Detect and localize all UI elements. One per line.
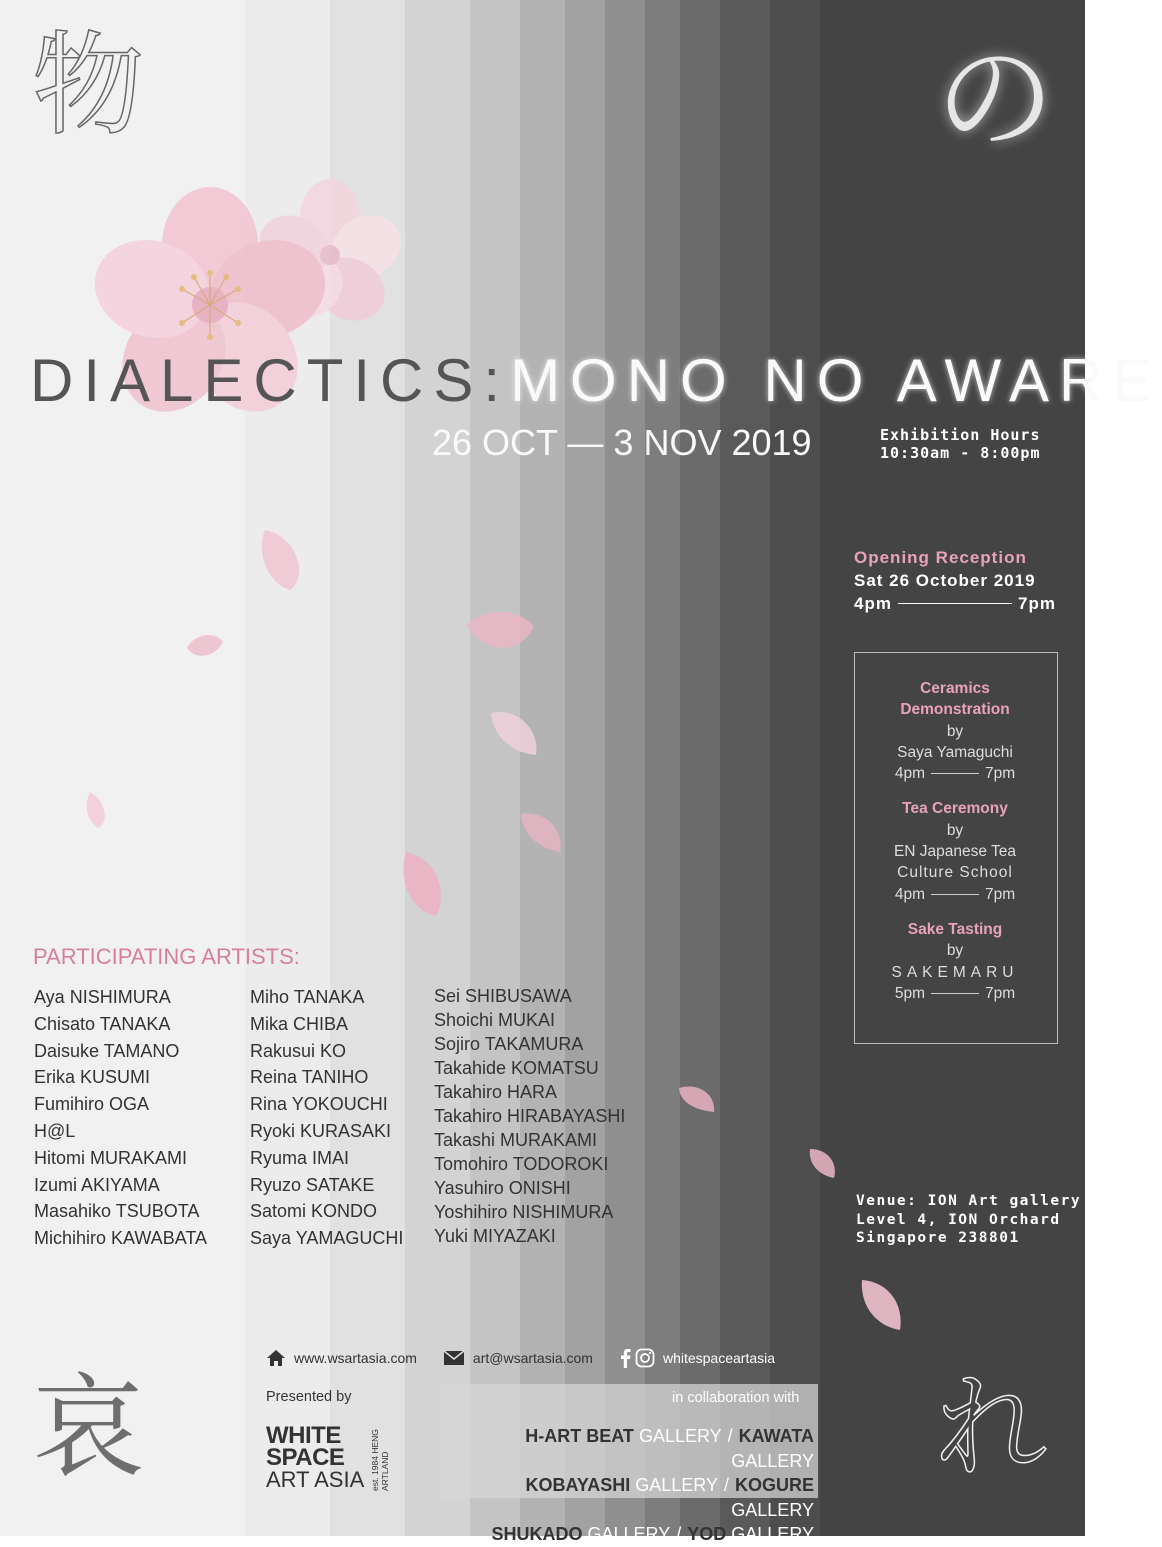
event-title: Ceramics (920, 680, 990, 697)
artist-name: Fumihiro OGA (34, 1094, 150, 1115)
artist-name: Daisuke TAMANO (34, 1040, 180, 1061)
petal-icon (488, 705, 543, 760)
logo-side-text: est. 1984 HENG ARTLAND (370, 1429, 390, 1491)
artist-name: Miho TANAKA (250, 987, 365, 1007)
petal-icon (462, 605, 537, 660)
event-time (854, 983, 1056, 1004)
gallery-separator: / (723, 1475, 729, 1495)
event-ceramics (854, 678, 1056, 784)
artist-name: Takahiro HARA (434, 1082, 558, 1102)
artist-name: Takashi MURAKAMI (434, 1130, 598, 1150)
cherry-blossom-icon (80, 180, 420, 460)
opening-start: 4pm (854, 594, 892, 613)
social-link[interactable] (619, 1348, 775, 1368)
artist-name: Erika KUSUMI (34, 1067, 151, 1088)
event-end: 7pm (985, 765, 1016, 783)
gallery-row (440, 1522, 814, 1547)
event-tea-ceremony (854, 798, 1056, 904)
petal-icon (806, 1145, 840, 1181)
event-start: 4pm (894, 885, 925, 903)
website-text: www.wsartasia.com (294, 1350, 417, 1366)
timeline-line (931, 773, 979, 774)
artists-column-3 (434, 984, 625, 1248)
artist-name: Chisato TANAKA (34, 1013, 171, 1034)
contact-row (266, 1348, 801, 1368)
date-start: 26 OCT (432, 422, 558, 463)
artist-name: Rakusui KO (250, 1040, 347, 1061)
artists-column-1 (34, 984, 207, 1252)
petal-icon (185, 630, 225, 662)
email-text: art@wsartasia.com (472, 1350, 593, 1366)
event-title: Tea Ceremony (902, 800, 1008, 818)
email-link[interactable] (443, 1350, 593, 1366)
event-by: by (946, 942, 964, 960)
hours-time: 10:30am - 8:00pm (880, 444, 1041, 462)
opening-end: 7pm (1018, 594, 1056, 613)
event-title: Sake Tasting (907, 920, 1003, 938)
event-host: Saya Yamaguchi (897, 743, 1013, 761)
logo-line-3: ART ASIA (266, 1467, 365, 1492)
gallery-name: SHUKADO (491, 1524, 583, 1544)
event-sake-tasting (854, 919, 1056, 1004)
event-by: by (946, 821, 964, 839)
timeline-line (931, 894, 979, 895)
website-link[interactable] (266, 1349, 417, 1367)
artist-name: Sei SHIBUSAWA (434, 986, 572, 1006)
venue-line: Level 4, ION Orchard (856, 1211, 1061, 1228)
facebook-icon (619, 1348, 631, 1368)
gallery-row (440, 1424, 814, 1473)
exhibition-hours (880, 426, 1041, 462)
events-list (854, 678, 1056, 1011)
white-space-logo (266, 1422, 390, 1492)
gallery-suffix: GALLERY (587, 1524, 671, 1544)
gallery-name: H-ART BEAT (525, 1426, 634, 1446)
event-time (854, 884, 1056, 905)
artist-name: Ryuzo SATAKE (250, 1174, 375, 1195)
venue-line: Singapore 238801 (856, 1230, 1020, 1246)
hours-label: Exhibition Hours (880, 426, 1041, 444)
social-text: whitespaceartasia (662, 1350, 776, 1366)
collaboration-galleries (440, 1424, 814, 1547)
artist-name: Ryoki KURASAKI (250, 1120, 392, 1141)
artist-name: Masahiko TSUBOTA (34, 1201, 200, 1222)
timeline-line (931, 993, 979, 994)
gallery-suffix: GALLERY (638, 1426, 722, 1446)
gallery-suffix: GALLERY (731, 1450, 814, 1471)
event-start: 4pm (894, 765, 925, 783)
event-by: by (946, 722, 964, 740)
kanji-bottom-right: れ (935, 1363, 1047, 1493)
gallery-separator: / (676, 1524, 682, 1544)
artist-name: Shoichi MUKAI (434, 1010, 556, 1030)
opening-date: Sat 26 October 2019 (854, 571, 1036, 590)
venue-line: Venue: ION Art gallery (856, 1193, 1082, 1209)
artist-name: Takahiro HIRABAYASHI (434, 1106, 626, 1126)
opening-reception (854, 546, 1056, 615)
opening-label: Opening Reception (854, 548, 1027, 567)
gallery-suffix: GALLERY (635, 1475, 718, 1495)
gallery-name: KOGURE (734, 1475, 814, 1495)
presented-by-label: Presented by (266, 1389, 352, 1405)
artist-name: Yoshihiro NISHIMURA (434, 1202, 614, 1222)
petal-icon (398, 850, 448, 920)
event-start: 5pm (894, 984, 925, 1002)
logo-line-2: SPACE (266, 1444, 345, 1471)
artist-name: Aya NISHIMURA (34, 987, 171, 1007)
title-part-2: MONO NO AWARE (510, 347, 1162, 414)
opening-time (854, 592, 1056, 615)
artist-name: Yuki MIYAZAKI (434, 1226, 556, 1246)
petal-icon (82, 790, 110, 830)
petal-icon (856, 1276, 906, 1334)
event-time (854, 763, 1056, 784)
artist-name: Takahide KOMATSU (434, 1058, 599, 1078)
event-host: EN Japanese Tea (893, 843, 1017, 861)
artist-name: Michihiro KAWABATA (34, 1228, 208, 1249)
date-separator: — (567, 422, 604, 463)
kanji-bottom-left: 哀 (32, 1363, 144, 1493)
artists-heading: PARTICIPATING ARTISTS: (33, 944, 300, 969)
title-part-1: DIALECTICS: (30, 347, 511, 414)
artist-name: Ryuma IMAI (250, 1147, 350, 1168)
mail-icon (443, 1350, 465, 1366)
gallery-row (440, 1473, 814, 1522)
artist-name: Saya YAMAGUCHI (250, 1228, 404, 1249)
exhibition-dates (432, 422, 812, 464)
artist-name: Hitomi MURAKAMI (34, 1147, 188, 1168)
event-host: Culture School (897, 864, 1013, 882)
kanji-top-left: 物 (32, 21, 144, 151)
exhibition-title (30, 346, 1162, 415)
gallery-name: KAWATA (738, 1426, 814, 1446)
date-end: 3 NOV 2019 (613, 422, 812, 463)
collaboration-label: in collaboration with (672, 1390, 800, 1406)
artists-column-2 (250, 984, 403, 1252)
logo-line-1: WHITE (266, 1422, 341, 1449)
artist-name: Rina YOKOUCHI (250, 1094, 388, 1115)
petal-icon (518, 808, 566, 856)
home-icon (266, 1349, 286, 1367)
petal-icon (255, 525, 310, 595)
artist-name: Tomohiro TODOROKI (434, 1154, 609, 1174)
frame-bottom-edge (855, 1043, 1057, 1044)
artist-name: Mika CHIBA (250, 1013, 349, 1034)
venue-info (856, 1192, 1081, 1248)
kanji-top-right: の (935, 30, 1055, 169)
instagram-icon (635, 1348, 655, 1368)
gallery-name: YOD (687, 1524, 727, 1544)
artist-name: Reina TANIHO (250, 1067, 369, 1088)
event-title: Demonstration (900, 701, 1010, 719)
artist-name: Satomi KONDO (250, 1201, 378, 1222)
event-end: 7pm (985, 885, 1016, 903)
gallery-suffix: GALLERY (731, 1499, 814, 1520)
frame-top-edge (855, 652, 1057, 653)
artist-name: Izumi AKIYAMA (34, 1174, 160, 1195)
artist-name: Yasuhiro ONISHI (434, 1178, 571, 1198)
artist-name: H@L (34, 1120, 76, 1141)
gallery-suffix: GALLERY (731, 1524, 814, 1544)
timeline-line (898, 603, 1012, 604)
gallery-separator: / (727, 1426, 733, 1446)
event-end: 7pm (985, 984, 1016, 1002)
petal-icon (676, 1080, 718, 1115)
gallery-name: KOBAYASHI (525, 1475, 631, 1495)
event-host: SAKEMARU (891, 963, 1019, 981)
artist-name: Sojiro TAKAMURA (434, 1034, 584, 1054)
